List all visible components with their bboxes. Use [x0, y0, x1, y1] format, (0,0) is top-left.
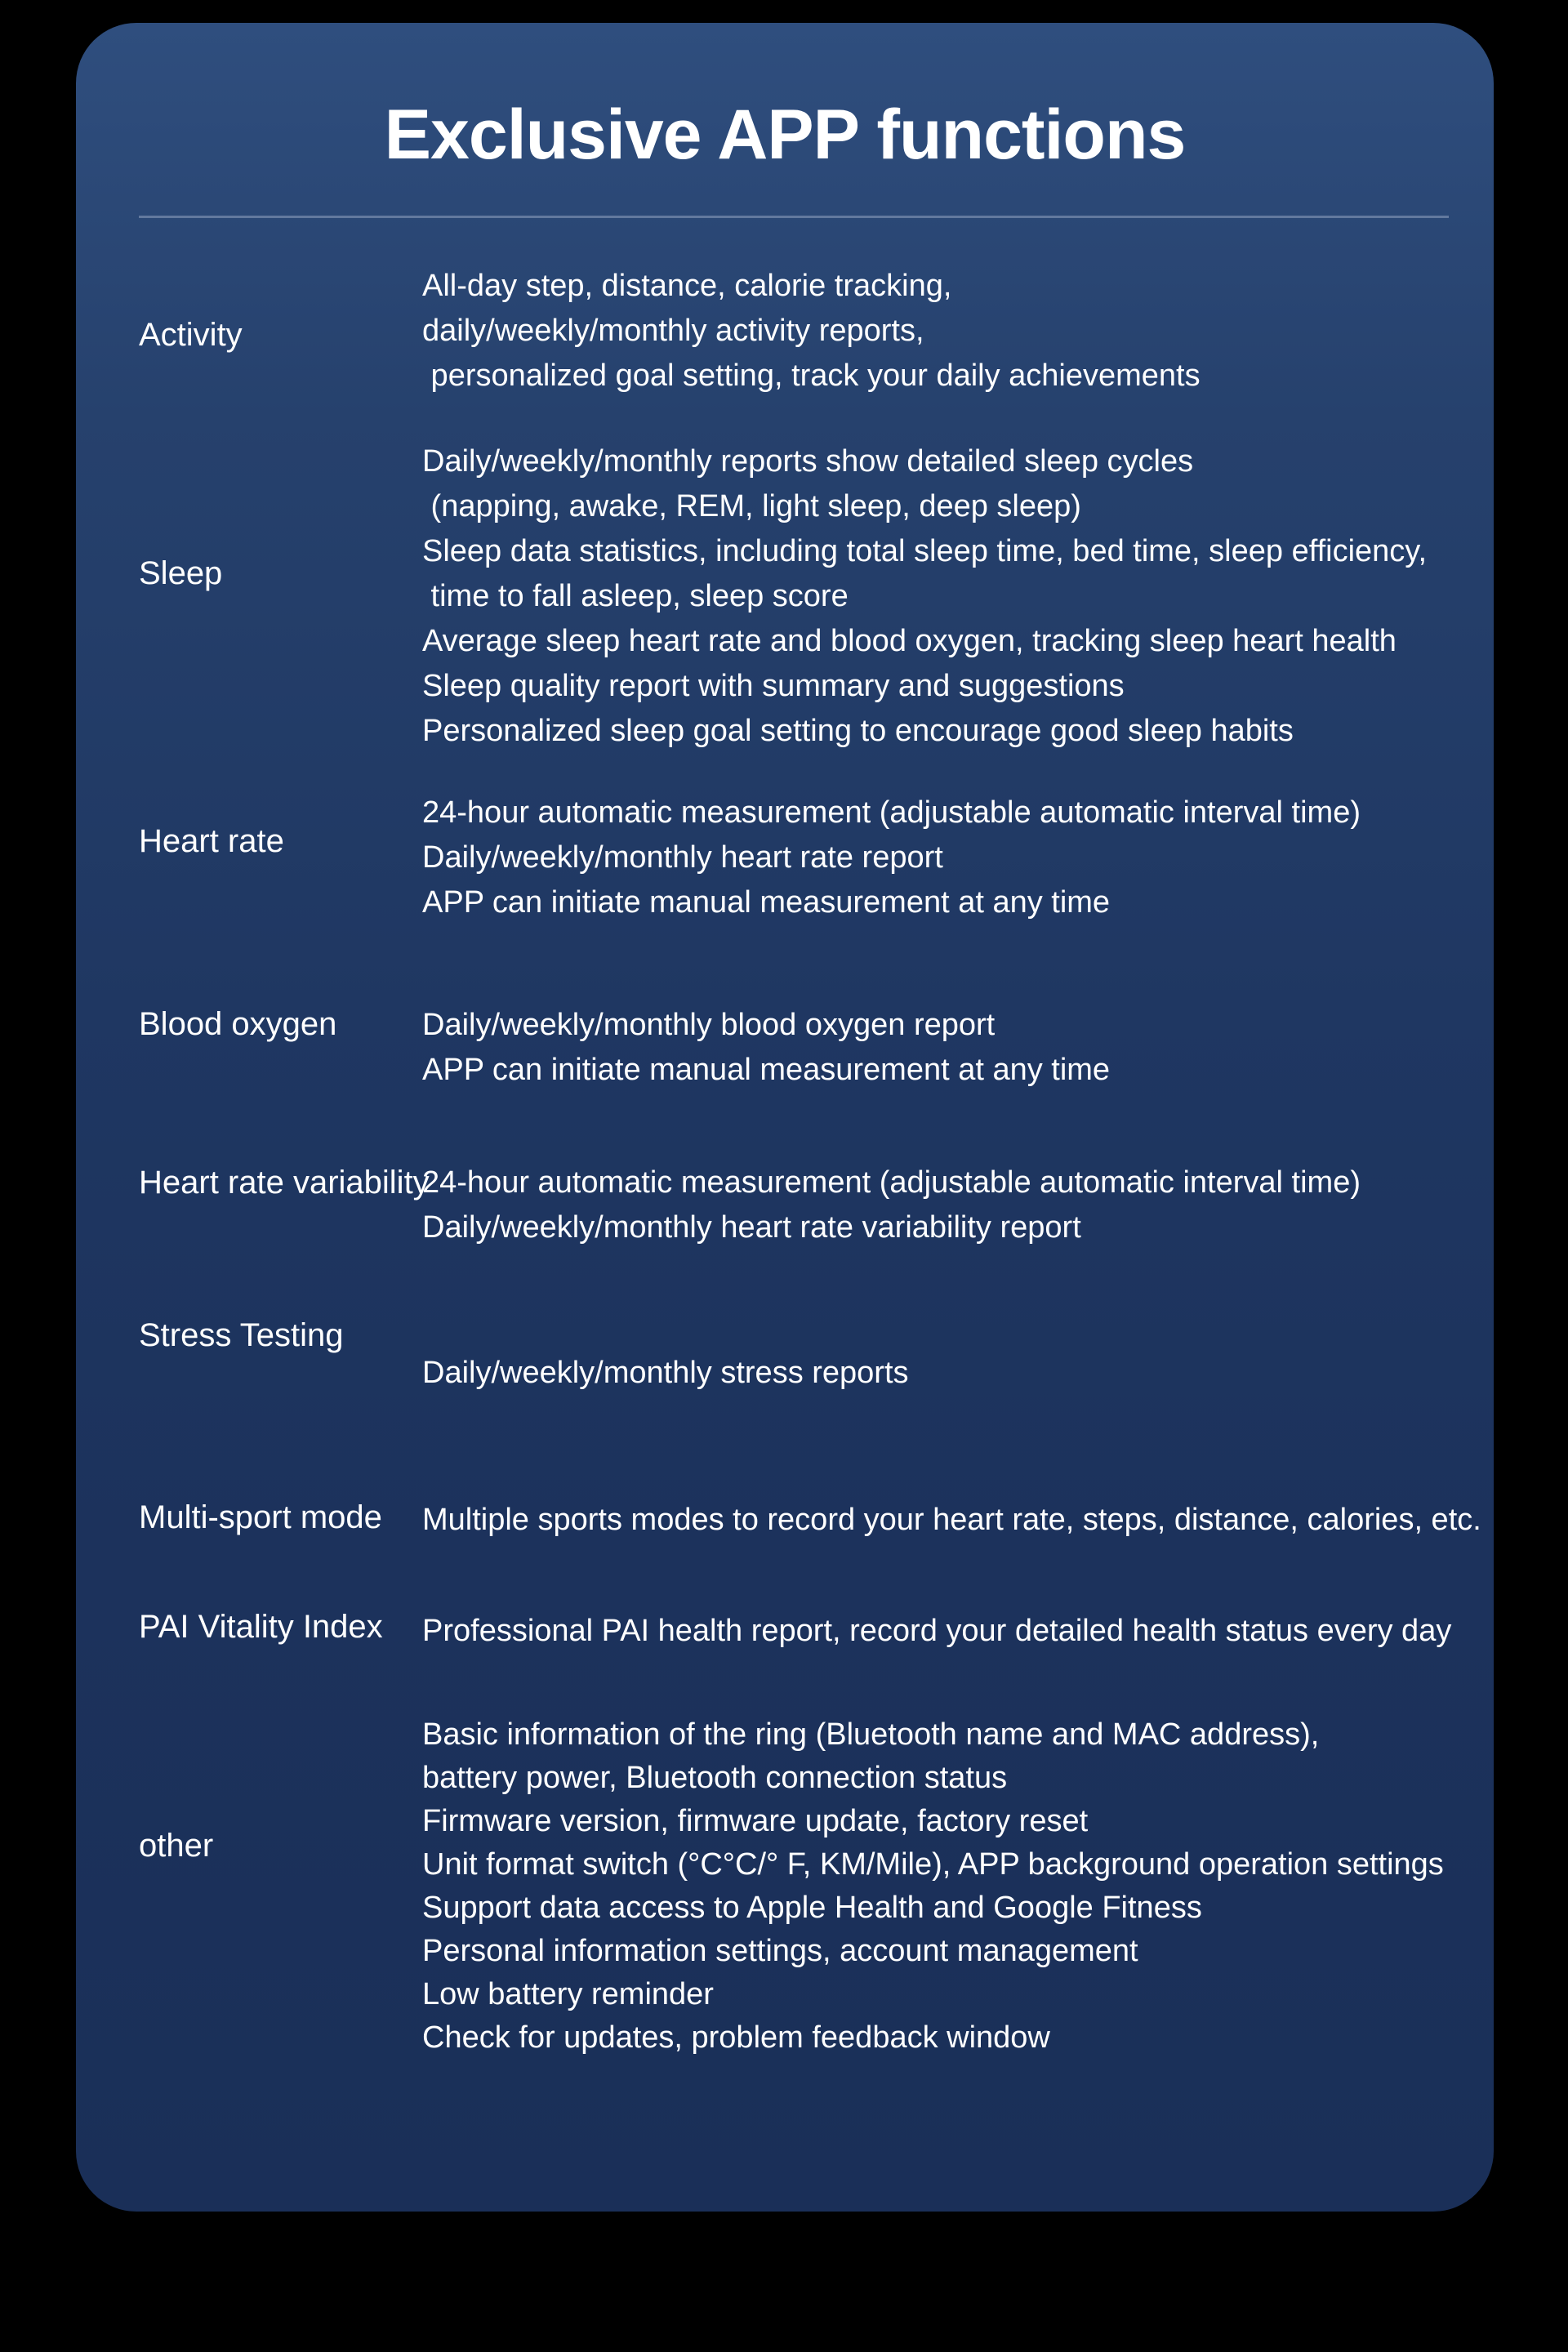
feature-description — [422, 1003, 1476, 1093]
feature-line: Daily/weekly/monthly reports show detailed sleep cycles — [422, 444, 1194, 479]
page-title: Exclusive APP functions — [384, 96, 1186, 174]
feature-line: Sleep data statistics, including total sleep time, bed time, sleep efficiency, — [422, 534, 1428, 568]
feature-description — [422, 791, 1476, 925]
feature-label: Heart rate variability — [139, 1165, 430, 1200]
feature-line: Average sleep heart rate and blood oxygen, tracking sleep heart health — [422, 624, 1396, 658]
feature-line: Professional PAI health report, record your detailed health status every day — [422, 1614, 1452, 1648]
feature-line: APP can initiate manual measurement at any time — [422, 1053, 1111, 1087]
feature-label: Heart rate — [139, 823, 284, 859]
feature-description — [422, 1609, 1476, 1654]
feature-line: All-day step, distance, calorie tracking, — [422, 269, 952, 303]
feature-line: time to fall asleep, sleep score — [422, 579, 849, 613]
feature-label: Blood oxygen — [139, 1006, 337, 1042]
feature-line: Basic information of the ring (Bluetooth name and MAC address), — [422, 1717, 1320, 1752]
feature-line: battery power, Bluetooth connection status — [422, 1761, 1008, 1795]
feature-label: PAI Vitality Index — [139, 1609, 383, 1645]
feature-line: Daily/weekly/monthly heart rate variability report — [422, 1210, 1081, 1245]
feature-line: Daily/weekly/monthly blood oxygen report — [422, 1008, 996, 1042]
feature-line: Sleep quality report with summary and suggestions — [422, 669, 1125, 703]
feature-line: 24-hour automatic measurement (adjustable automatic interval time) — [422, 795, 1361, 830]
feature-line: Daily/weekly/monthly heart rate report — [422, 840, 943, 875]
feature-line: personalized goal setting, track your daily achievements — [422, 359, 1200, 393]
feature-line: daily/weekly/monthly activity reports, — [422, 314, 924, 348]
feature-line: APP can initiate manual measurement at any time — [422, 885, 1111, 920]
feature-description — [422, 1160, 1476, 1250]
feature-description — [422, 1351, 1476, 1396]
feature-line: Personalized sleep goal setting to encourage good sleep habits — [422, 714, 1294, 748]
feature-line: Daily/weekly/monthly stress reports — [422, 1356, 909, 1390]
title-divider — [139, 216, 1449, 218]
feature-description — [422, 1713, 1476, 2060]
feature-line: Multiple sports modes to record your heart rate, steps, distance, calories, etc. — [422, 1503, 1481, 1537]
feature-line: Firmware version, firmware update, factory reset — [422, 1804, 1089, 1838]
feature-line: Personal information settings, account management — [422, 1934, 1138, 1968]
feature-label: other — [139, 1828, 214, 1864]
feature-description — [422, 439, 1476, 754]
feature-description — [422, 1498, 1481, 1543]
feature-line: Check for updates, problem feedback window — [422, 2020, 1050, 2055]
feature-label: Multi-sport mode — [139, 1499, 382, 1535]
feature-line: Support data access to Apple Health and Google Fitness — [422, 1891, 1202, 1925]
feature-line: Unit format switch (°C°C/° F, KM/Mile), APP background operation settings — [422, 1847, 1444, 1882]
feature-description — [422, 264, 1476, 399]
feature-label: Stress Testing — [139, 1317, 344, 1353]
feature-label: Activity — [139, 317, 243, 353]
feature-line: 24-hour automatic measurement (adjustable automatic interval time) — [422, 1165, 1361, 1200]
feature-line: Low battery reminder — [422, 1977, 714, 2011]
feature-line: (napping, awake, REM, light sleep, deep sleep) — [422, 489, 1081, 523]
feature-label: Sleep — [139, 555, 223, 591]
app-functions-panel — [76, 23, 1494, 2212]
